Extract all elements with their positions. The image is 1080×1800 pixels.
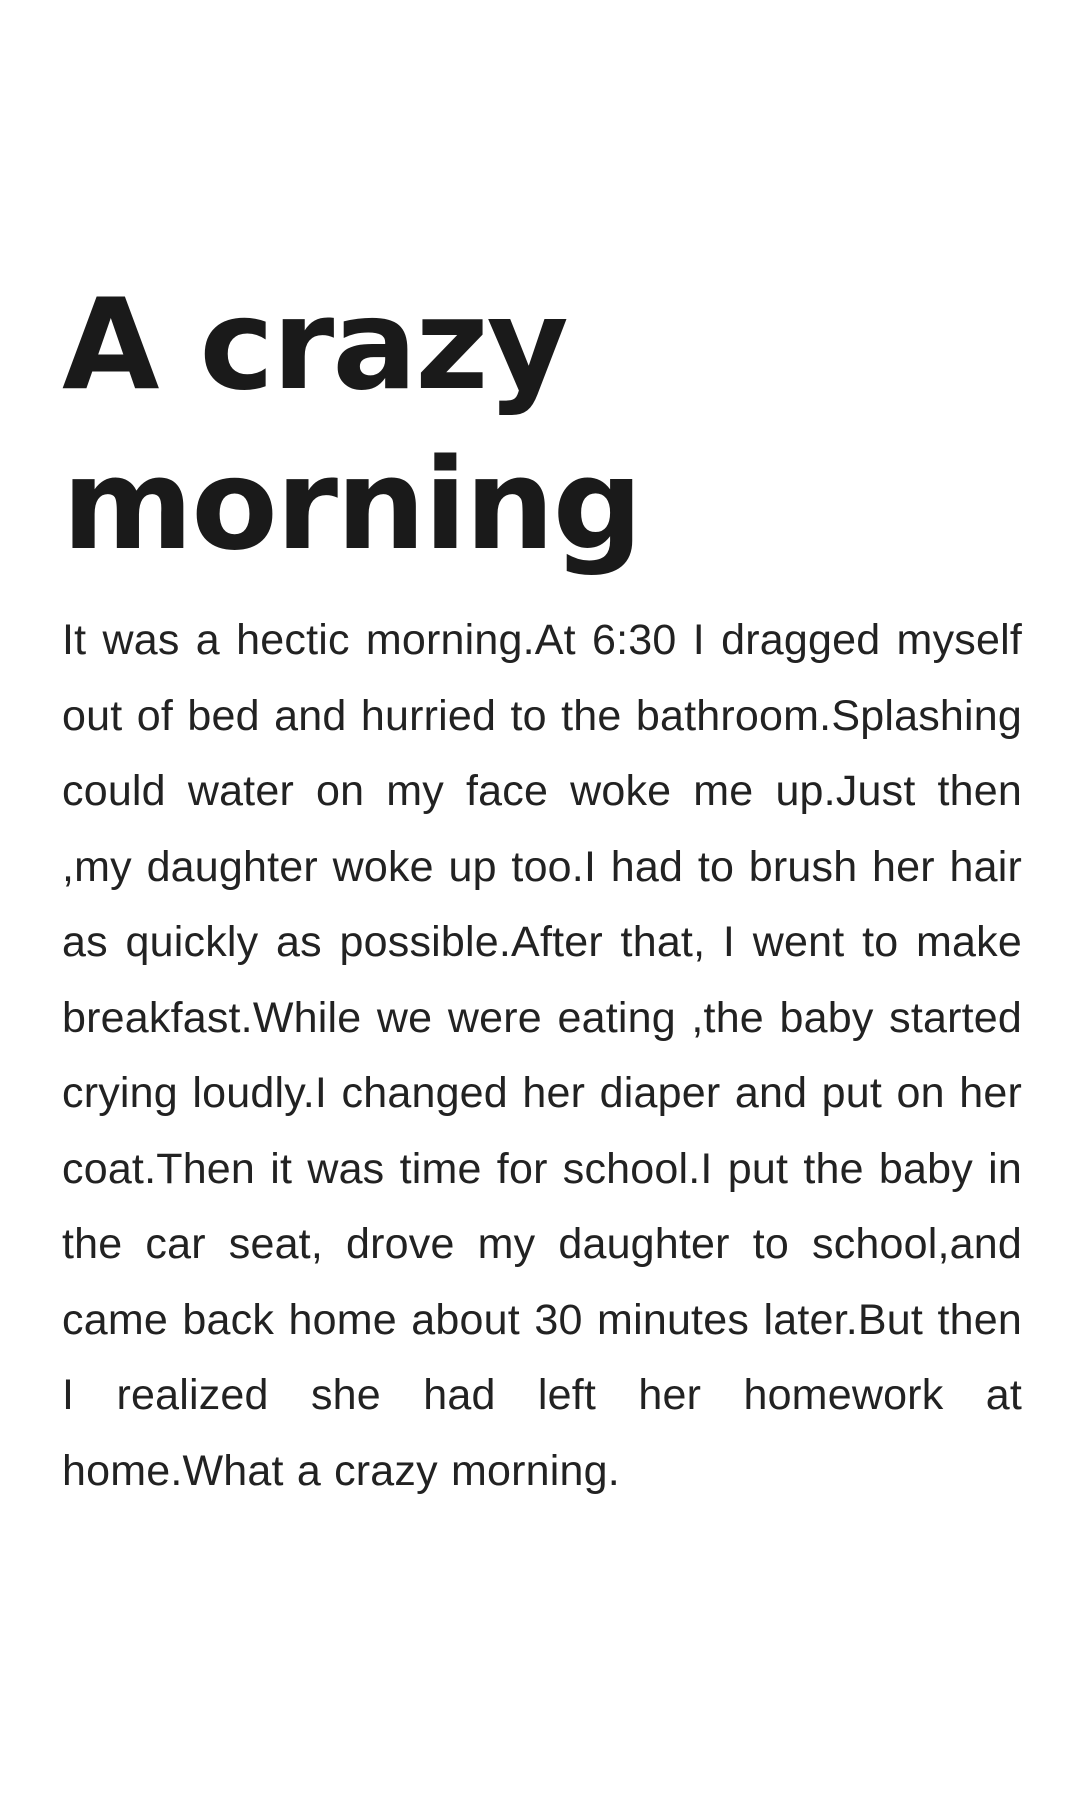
article-body: It was a hectic morning.At 6:30 I dragged myself out of bed and hurried to the bathroom.Splashing could water on my face woke me up.Just then ,my daughter woke up too.I had to brush her hair as quickly as possible.After that, I went to make breakfast.While we were eating ,the baby started crying loudly.I changed her diaper and put on her coat.Then it was time for school.I put the baby in the car seat, drove my daughter to school,and came back home about 30 minutes later.But then I realized she had left her homework at home.What a crazy morning. bbox=[62, 616, 1022, 1495]
article bbox=[62, 0, 1022, 1509]
article-title: A crazy morning bbox=[62, 271, 641, 578]
